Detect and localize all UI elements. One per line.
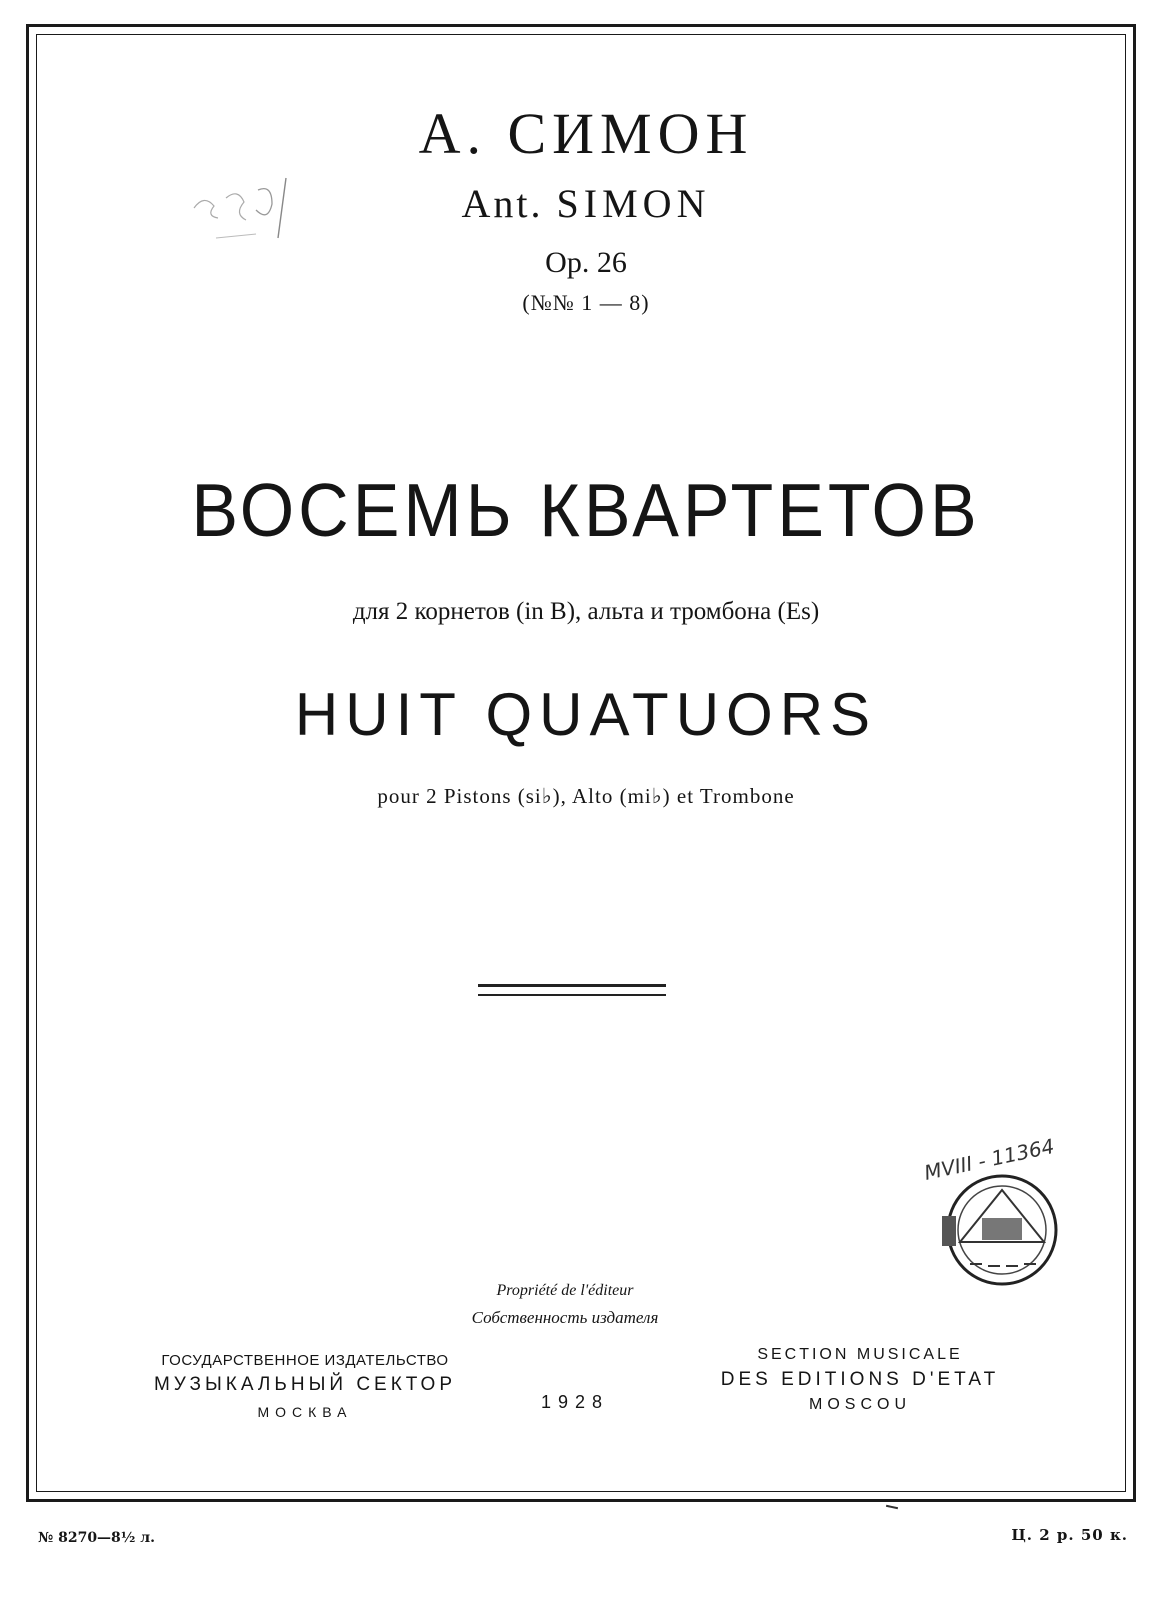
publisher-russian-city: МОСКВА bbox=[257, 1404, 353, 1420]
stray-mark bbox=[886, 1505, 898, 1509]
title-russian: ВОСЕМЬ КВАРТЕТОВ bbox=[191, 467, 981, 553]
publication-year: 1928 bbox=[540, 1392, 610, 1412]
publisher-french-city: MOSCOU bbox=[809, 1396, 911, 1413]
composer-surname: SIMON bbox=[556, 181, 711, 226]
instrumentation-russian: для 2 корнетов (in B), альта и тромбона (Es) bbox=[352, 598, 820, 625]
library-stamp bbox=[920, 1130, 1100, 1290]
publisher-french-line-2: DES EDITIONS D'ETAT bbox=[720, 1369, 1000, 1390]
publisher-french-line-1: SECTION MUSICALE bbox=[757, 1346, 963, 1363]
composer-name-french bbox=[0, 180, 1172, 227]
instrumentation-french: pour 2 Pistons (si♭), Alto (mi♭) et Trombone bbox=[377, 784, 795, 808]
publisher-russian-line-2: МУЗЫКАЛЬНЫЙ СЕКТОР bbox=[153, 1374, 456, 1395]
publisher-russian-line-1: ГОСУДАРСТВЕННОЕ ИЗДАТЕЛЬСТВО bbox=[161, 1352, 449, 1369]
ownership-notice-french: Propriété de l'éditeur bbox=[496, 1282, 634, 1299]
plate-number: № 8270—8½ л. bbox=[38, 1530, 156, 1546]
ownership-notice-russian: Собственность издателя bbox=[471, 1308, 659, 1327]
decorative-rule-thick bbox=[478, 984, 666, 987]
composer-name-russian: А. СИМОН bbox=[418, 101, 754, 166]
title-french: HUIT QUATUORS bbox=[294, 681, 878, 748]
opus-number: Op. 26 bbox=[545, 246, 627, 279]
price-label: Ц. 2 р. 50 к. bbox=[1011, 1526, 1128, 1544]
decorative-rule-thin bbox=[478, 994, 666, 996]
composer-initial: Ant. bbox=[461, 181, 544, 226]
svg-text:MVIII - 11364: MVIII - 11364 bbox=[922, 1133, 1057, 1185]
work-numbers: (№№ 1 — 8) bbox=[522, 290, 650, 315]
